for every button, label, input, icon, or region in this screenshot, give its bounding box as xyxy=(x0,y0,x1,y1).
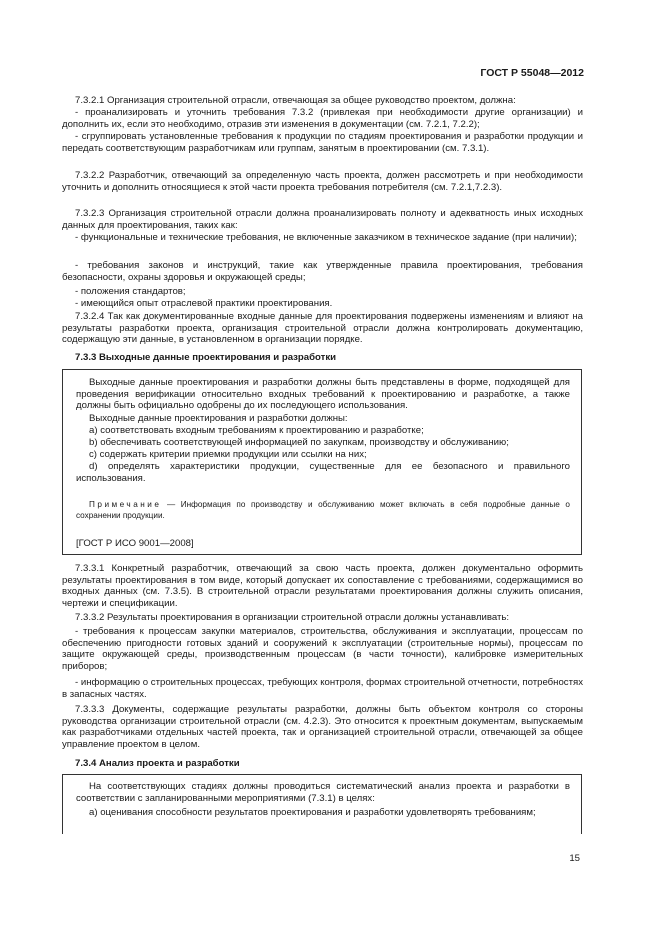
clause-7-3-3-1: 7.3.3.1 Конкретный разработчик, отвечающий за свою часть проекта, должен документально оформить результаты проектирования в том виде, который допускает их сопоставление с требованиями, содержащимися во входных данных (см. 7.3.5). В строительной отрасли результатами проектирования должны служить описания, чертежи и спецификации. xyxy=(62,563,583,609)
box-734-paragraph-1: На соответствующих стадиях должны проводиться систематический анализ проекта и разработки в соответствии с запланированными мероприятиями (7.3.1) в целях: xyxy=(76,781,570,804)
clause-7-3-2-1: 7.3.2.1 Организация строительной отрасли, отвечающая за общее руководство проектом, должна: xyxy=(75,95,516,106)
clause-7-3-2-3: 7.3.2.3 Организация строительной отрасли должна проанализировать полноту и адекватность иных исходных данных для проектирования, таких как: xyxy=(62,208,583,231)
box-note xyxy=(76,499,570,521)
quote-box-7-3-4 xyxy=(62,774,582,834)
clause-7-3-2-3-item-3: - положения стандартов; xyxy=(75,286,186,297)
clause-7-3-2-4: 7.3.2.4 Так как документированные входные данные для проектирования подвержены изменениям и влияют на результаты разработки проекта, организация строительной отрасли должна контролировать документацию, содержащую эти данные, в установленном в организации порядке. xyxy=(62,311,583,346)
box-item-c: c) содержать критерии приемки продукции или ссылки на них; xyxy=(89,449,367,460)
box-paragraph-2: Выходные данные проектирования и разработки должны: xyxy=(89,413,348,424)
clause-7-3-3-3: 7.3.3.3 Документы, содержащие результаты разработки, должны быть объектом контроля со стороны руководства организации строительной отрасли (см. 4.2.3). Это относится к проектным документам, выпускаемым как разработчиками отдельных частей проекта, так и организацией строительной отрасли, отвечающей за общее управление проектом в целом. xyxy=(62,704,583,750)
clause-7-3-2-1-item-1: - проанализировать и уточнить требования 7.3.2 (привлекая при необходимости другие организации) и дополнить их, если это необходимо, отразив эти изменения в документации (см. 7.2.1, 7.2.2); xyxy=(62,107,583,130)
clause-7-3-3-2-item-1: - требования к процессам закупки материалов, строительства, обслуживания и эксплуатации, процессам по обеспечению пригодности готовых зданий и сооружений к эксплуатации (строительные нормы), процессам по защите окружающей среды, производственным процессам (в части точности), калибровке измерительных приборов; xyxy=(62,626,583,672)
box-item-a: a) соответствовать входным требованиям к проектированию и разработке; xyxy=(89,425,424,436)
clause-7-3-3-2-item-2: - информацию о строительных процессах, требующих контроля, формах строительной отчетности, потребностях в запасных частях. xyxy=(62,677,583,700)
clause-7-3-3-2: 7.3.3.2 Результаты проектирования в организации строительной отрасли должны устанавливать: xyxy=(75,612,510,623)
document-header: ГОСТ Р 55048—2012 xyxy=(480,67,584,79)
box-reference: [ГОСТ Р ИСО 9001—2008] xyxy=(76,538,194,549)
quote-box-7-3-3 xyxy=(62,369,582,555)
box-734-item-a: a) оценивания способности результатов проектирования и разработки удовлетворять требованиям; xyxy=(89,807,536,818)
clause-7-3-2-3-item-1: - функциональные и технические требования, не включенные заказчиком в техническое задание (при наличии); xyxy=(75,232,577,243)
note-text: — Информация по производству и обслуживанию может включать в себя подробные данные о сохранении продукции. xyxy=(76,500,570,520)
page-number: 15 xyxy=(569,853,580,864)
clause-7-3-2-3-item-4: - имеющийся опыт отраслевой практики проектирования. xyxy=(75,298,333,309)
note-label: Примечание xyxy=(89,500,162,509)
box-paragraph-1: Выходные данные проектирования и разработки должны быть представлены в форме, подходящей для проведения верификации относительно входных требований к проектированию и разработке, а также должны быть официально одобрены до их последующего использования. xyxy=(76,377,570,412)
clause-7-3-2-3-item-2: - требования законов и инструкций, такие как утвержденные правила проектирования, требования безопасности, охраны здоровья и окружающей среды; xyxy=(62,260,583,283)
clause-7-3-2-2: 7.3.2.2 Разработчик, отвечающий за определенную часть проекта, должен рассмотреть и при необходимости уточнить и дополнить относящиеся к этой части проекта требования потребителя (см. 7.2.1,7.2.3). xyxy=(62,170,583,193)
clause-7-3-2-1-item-2: - сгруппировать установленные требования к продукции по стадиям проектирования и разработки продукции и передать соответствующим разработчикам или группам, занятым в проектировании (см. 7.3.1). xyxy=(62,131,583,154)
box-item-b: b) обеспечивать соответствующей информацией по закупкам, производству и обслуживанию; xyxy=(89,437,509,448)
section-heading-7-3-3: 7.3.3 Выходные данные проектирования и разработки xyxy=(75,352,337,363)
box-item-d: d) определять характеристики продукции, существенные для ее безопасного и правильного использования. xyxy=(76,461,570,484)
section-heading-7-3-4: 7.3.4 Анализ проекта и разработки xyxy=(75,758,240,769)
